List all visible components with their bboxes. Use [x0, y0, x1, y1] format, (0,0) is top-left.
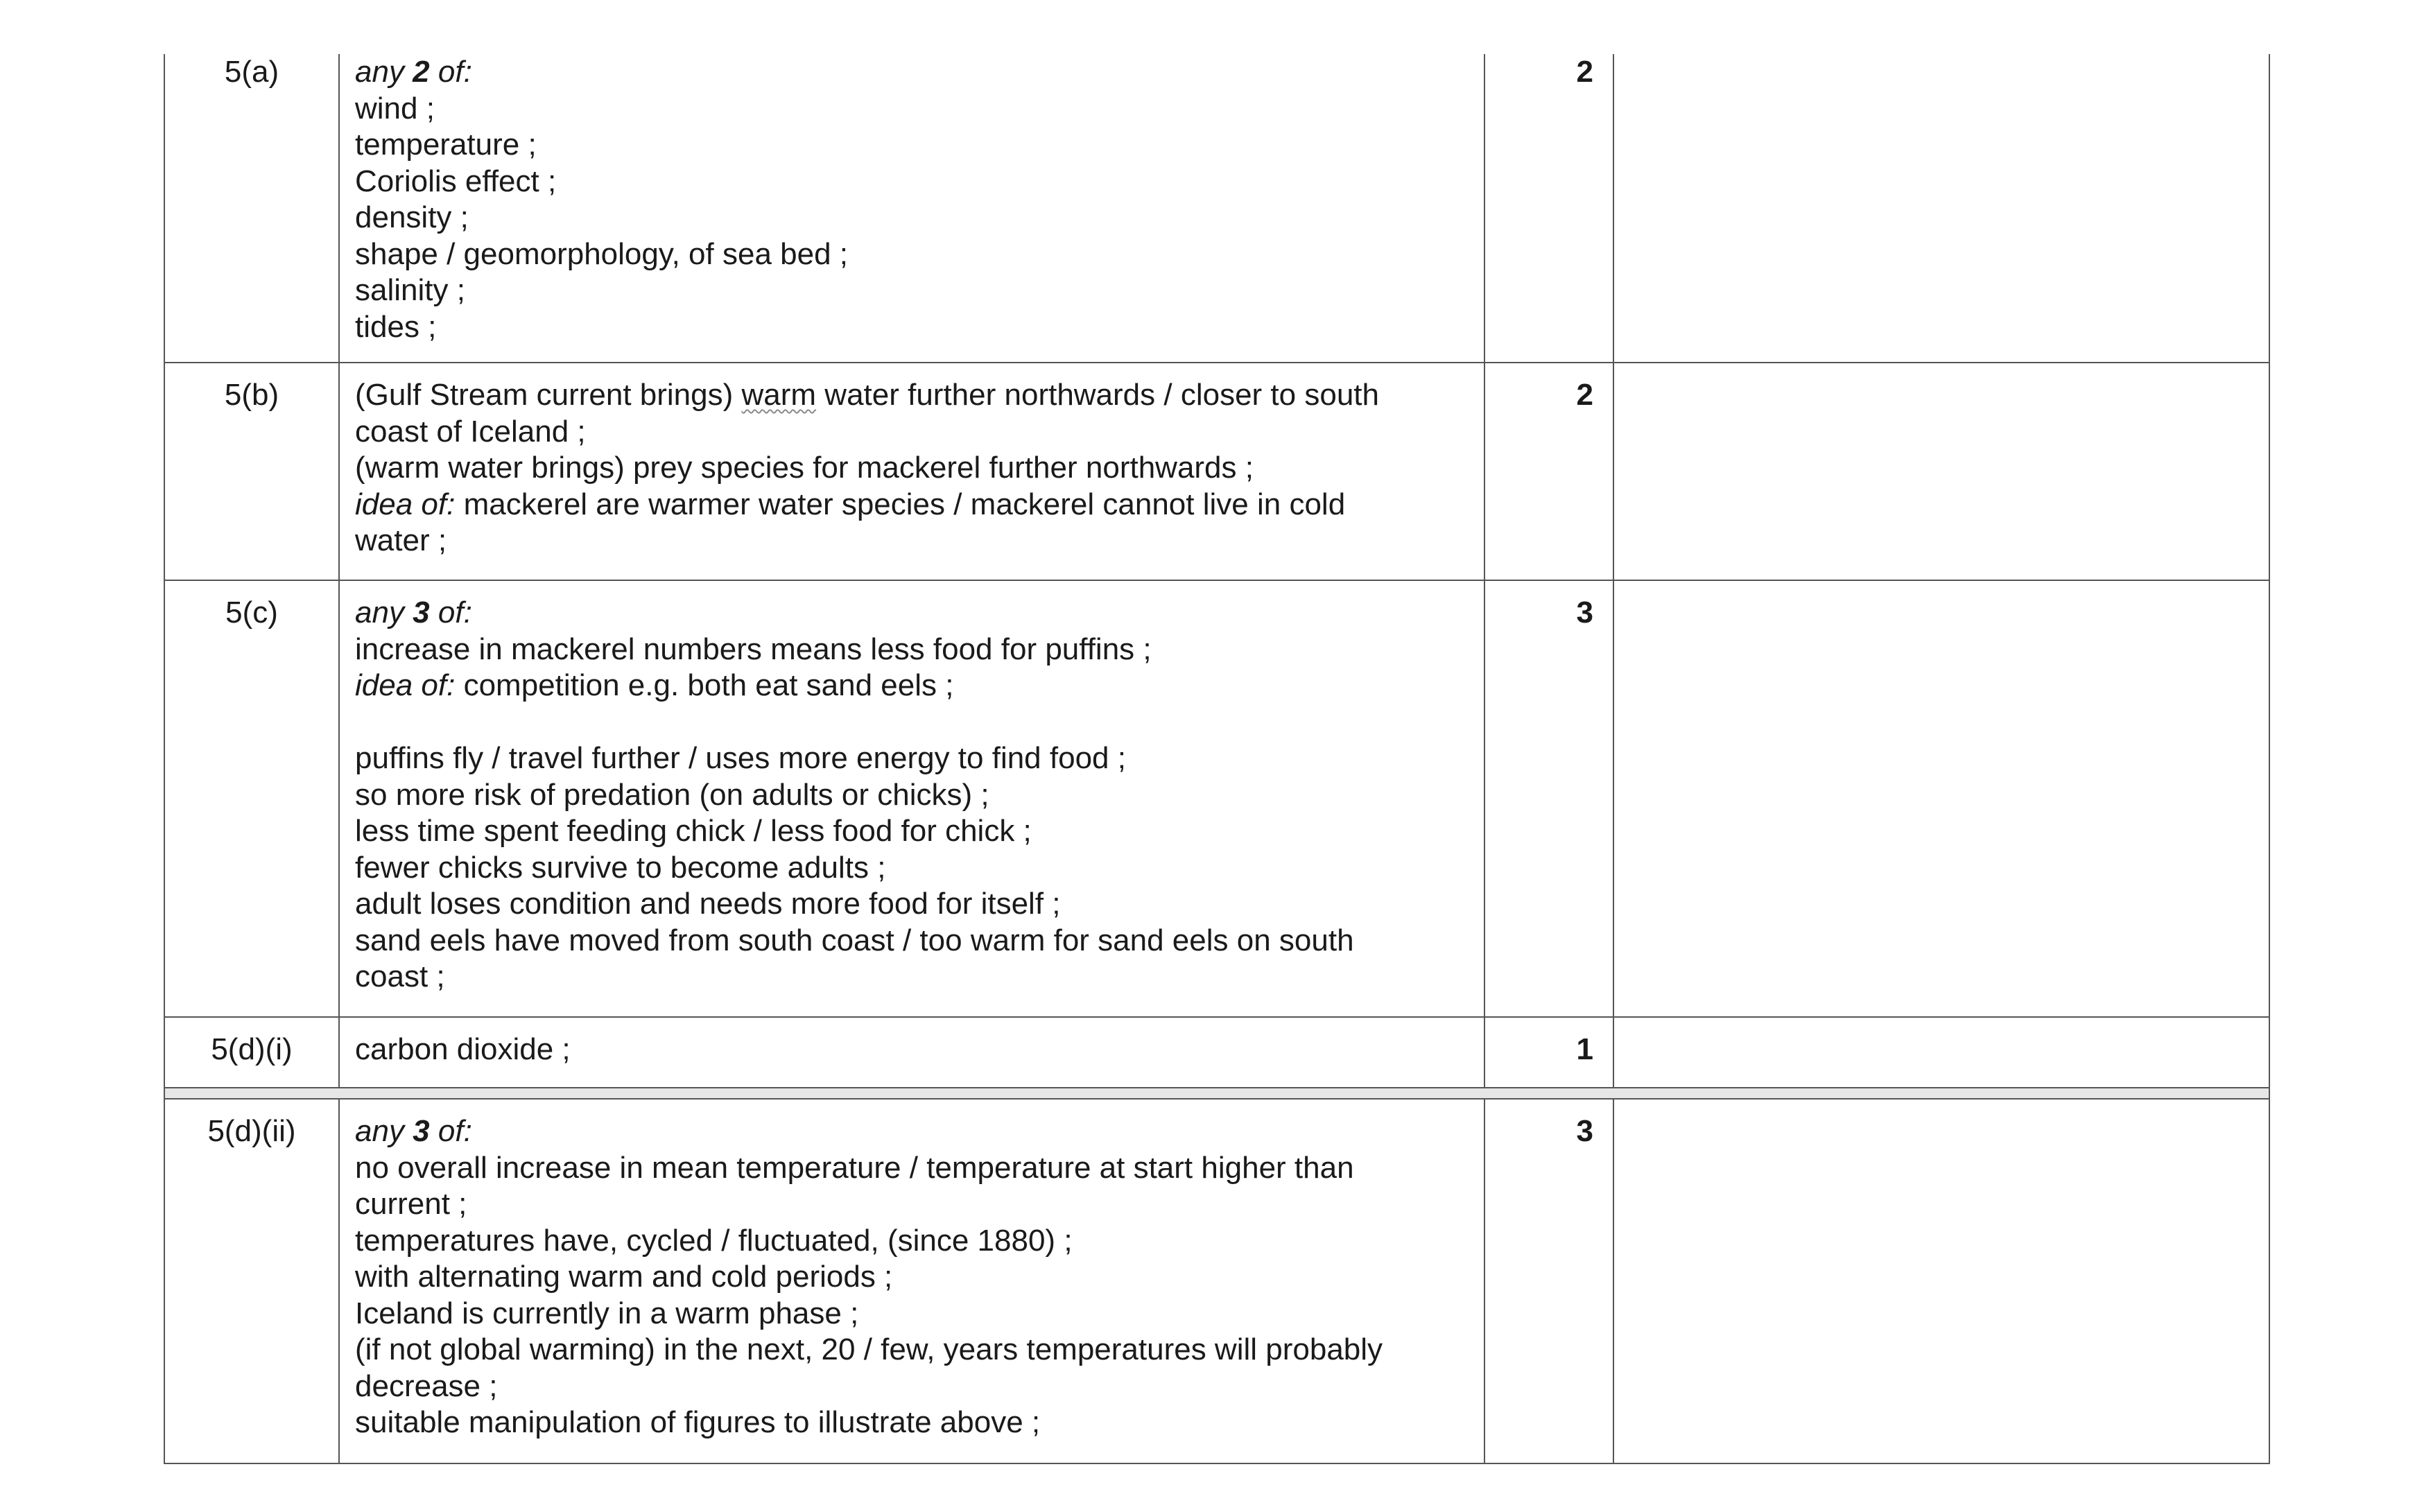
answer-cell — [340, 363, 1485, 580]
question-number-text: 5(b) — [224, 378, 279, 412]
mark-scheme-table — [164, 54, 2270, 1464]
answer-line — [355, 377, 1484, 414]
answer-line: no overall increase in mean temperature / temperature at start higher than — [355, 1150, 1354, 1185]
answer-line: coast ; — [355, 959, 445, 993]
answer-line: salinity ; — [355, 273, 465, 307]
answer-cell — [340, 1100, 1485, 1463]
question-number-text: 5(d)(ii) — [207, 1114, 296, 1148]
marks-cell — [1485, 581, 1614, 1016]
answer-line: Iceland is currently in a warm phase ; — [355, 1296, 859, 1330]
answer-line: adult loses condition and needs more food for itself ; — [355, 887, 1061, 921]
answer-line: density ; — [355, 200, 469, 234]
table-row — [165, 54, 2269, 363]
answer-instruction — [355, 54, 1484, 91]
any-prefix: any — [355, 1114, 413, 1148]
any-number: 3 — [413, 596, 430, 629]
answer-line — [355, 487, 1484, 523]
guidance-cell — [1614, 363, 2269, 580]
answer-line: water ; — [355, 523, 447, 557]
table-row — [165, 363, 2269, 581]
row-separator — [165, 1088, 2269, 1100]
answer-text: competition e.g. both eat sand eels ; — [455, 668, 954, 702]
any-prefix: any — [355, 55, 413, 89]
guidance-cell — [1614, 1018, 2269, 1087]
marks-cell — [1485, 1100, 1614, 1463]
question-number — [165, 54, 340, 362]
answer-text: water further northwards / closer to south — [816, 378, 1379, 412]
answer-line: shape / geomorphology, of sea bed ; — [355, 236, 849, 271]
answer-line: (warm water brings) prey species for mackerel further northwards ; — [355, 451, 1254, 485]
answer-line: current ; — [355, 1187, 467, 1221]
answer-line: coast of Iceland ; — [355, 414, 586, 449]
marks-value: 2 — [1576, 378, 1593, 412]
marks-value: 2 — [1576, 55, 1593, 89]
answer-line: (if not global warming) in the next, 20 / few, years temperatures will probably — [355, 1332, 1383, 1366]
answer-line: carbon dioxide ; — [355, 1032, 571, 1066]
blank-spacer — [355, 704, 1484, 741]
answer-line: puffins fly / travel further / uses more energy to find food ; — [355, 741, 1126, 775]
answer-line — [355, 668, 1484, 704]
question-number-text: 5(c) — [225, 596, 278, 629]
answer-line: increase in mackerel numbers means less food for puffins ; — [355, 632, 1152, 666]
answer-cell — [340, 581, 1485, 1016]
answer-line: tides ; — [355, 309, 437, 344]
marks-value: 3 — [1576, 596, 1593, 629]
any-suffix: of: — [429, 596, 472, 629]
table-row — [165, 581, 2269, 1018]
answer-line: suitable manipulation of figures to illustrate above ; — [355, 1405, 1041, 1439]
marks-value: 3 — [1576, 1114, 1593, 1148]
marks-cell — [1485, 54, 1614, 362]
answer-line: with alternating warm and cold periods ; — [355, 1260, 893, 1294]
any-suffix: of: — [429, 55, 472, 89]
answer-line: temperature ; — [355, 128, 537, 162]
question-number — [165, 363, 340, 580]
guidance-cell — [1614, 1100, 2269, 1463]
idea-of-label: idea of: — [355, 487, 456, 521]
answer-cell — [340, 54, 1485, 362]
marks-cell — [1485, 363, 1614, 580]
guidance-cell — [1614, 581, 2269, 1016]
underlined-word: warm — [741, 378, 817, 412]
idea-of-label: idea of: — [355, 668, 456, 702]
any-number: 3 — [413, 1114, 430, 1148]
answer-line: Coriolis effect ; — [355, 164, 557, 198]
table-row — [165, 1100, 2269, 1464]
answer-cell — [340, 1018, 1485, 1087]
answer-line: so more risk of predation (on adults or chicks) ; — [355, 777, 989, 812]
answer-text: mackerel are warmer water species / mackerel cannot live in cold — [455, 487, 1346, 521]
answer-line: less time spent feeding chick / less food for chick ; — [355, 814, 1032, 848]
answer-instruction — [355, 595, 1484, 632]
question-number — [165, 581, 340, 1016]
question-number-text: 5(a) — [224, 55, 279, 89]
answer-line: decrease ; — [355, 1368, 498, 1403]
answer-line: wind ; — [355, 91, 435, 125]
answer-instruction — [355, 1113, 1484, 1150]
marks-cell — [1485, 1018, 1614, 1087]
answer-text: (Gulf Stream current brings) — [355, 378, 742, 412]
answer-line: temperatures have, cycled / fluctuated, (since 1880) ; — [355, 1223, 1073, 1258]
answer-line: fewer chicks survive to become adults ; — [355, 850, 886, 885]
any-suffix: of: — [429, 1114, 472, 1148]
guidance-cell — [1614, 54, 2269, 362]
question-number — [165, 1018, 340, 1087]
question-number-text: 5(d)(i) — [211, 1032, 293, 1066]
any-prefix: any — [355, 596, 413, 629]
answer-line: sand eels have moved from south coast / too warm for sand eels on south — [355, 923, 1354, 957]
marks-value: 1 — [1576, 1032, 1593, 1066]
question-number — [165, 1100, 340, 1463]
table-row — [165, 1018, 2269, 1088]
any-number: 2 — [413, 55, 430, 89]
